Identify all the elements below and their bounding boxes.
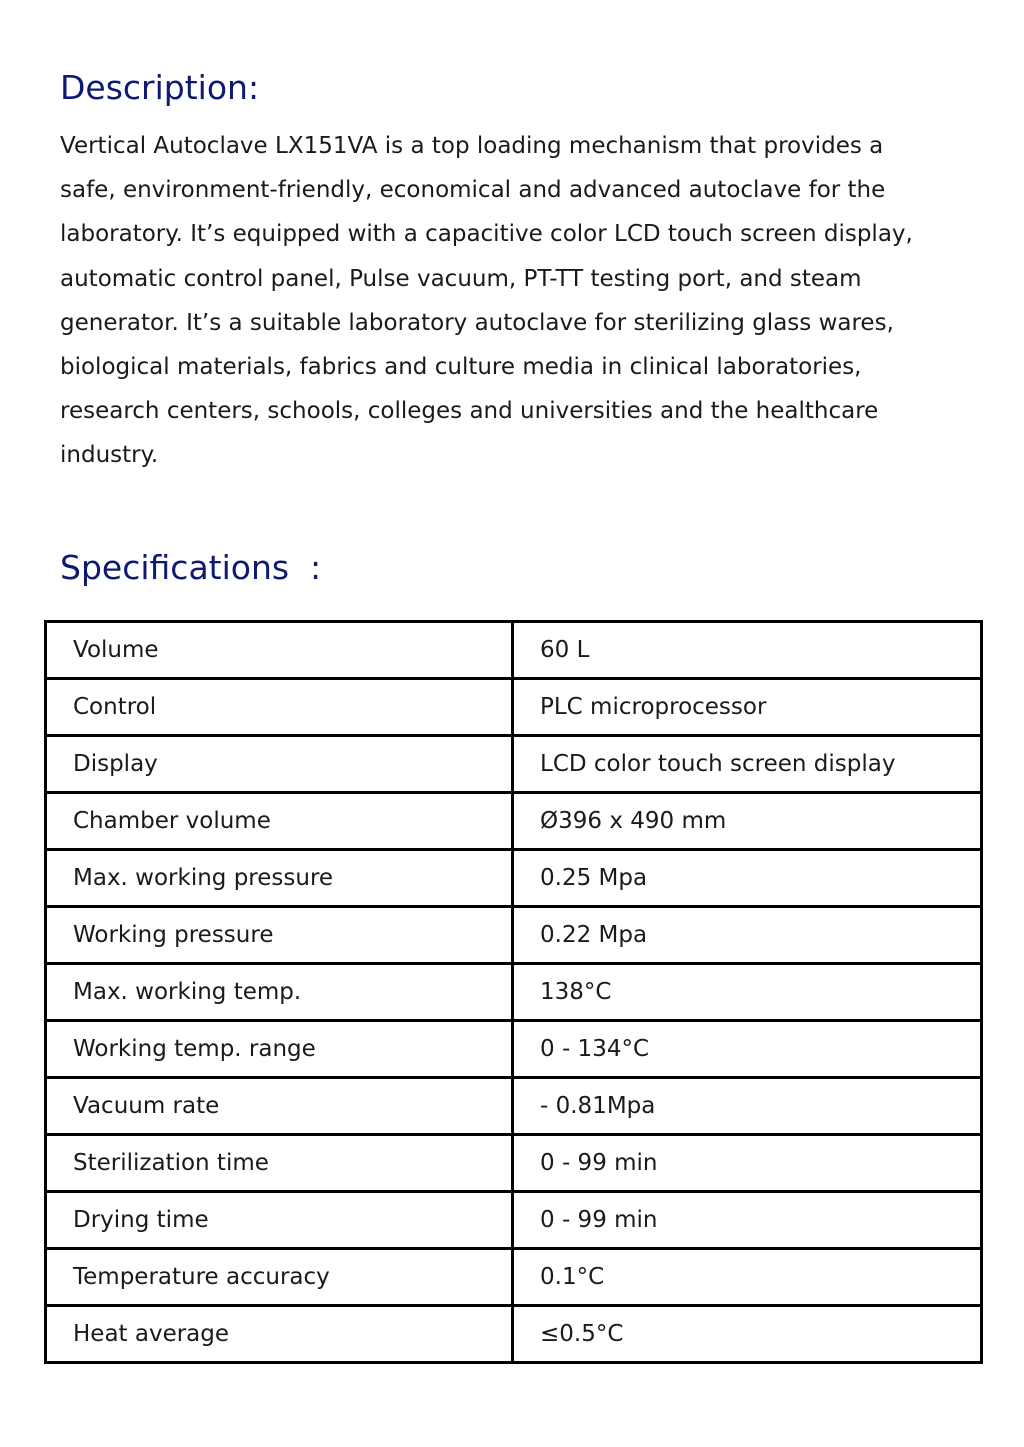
spec-label: Sterilization time [46, 1135, 513, 1192]
table-row [46, 1078, 982, 1135]
description-line: Vertical Autoclave LX151VA is a top loading mechanism that provides a [60, 133, 884, 159]
spec-value: 0 - 99 min [513, 1192, 982, 1249]
spec-label: Temperature accuracy [46, 1249, 513, 1306]
spec-value: 0.22 Mpa [513, 907, 982, 964]
spec-value: 0.1°C [513, 1249, 982, 1306]
spec-value: PLC microprocessor [513, 679, 982, 736]
spec-label: Display [46, 736, 513, 793]
spec-label: Chamber volume [46, 793, 513, 850]
description-line: laboratory. It’s equipped with a capacitive color LCD touch screen display, [60, 221, 913, 248]
table-row [46, 736, 982, 793]
spec-value: ≤0.5°C [513, 1306, 982, 1363]
table-row [46, 1249, 982, 1306]
spec-value: Ø396 x 490 mm [513, 793, 982, 850]
description-line: industry. [60, 442, 159, 469]
description-text [60, 124, 960, 478]
table-row [46, 793, 982, 850]
table-row [46, 679, 982, 736]
description-line: biological materials, fabrics and culture media in clinical laboratories, [60, 354, 862, 381]
spec-label: Heat average [46, 1306, 513, 1363]
table-row [46, 1021, 982, 1078]
specifications-heading: Specifications : [60, 548, 322, 587]
spec-value: 0 - 99 min [513, 1135, 982, 1192]
table-row [46, 622, 982, 679]
spec-label: Vacuum rate [46, 1078, 513, 1135]
spec-value: LCD color touch screen display [513, 736, 982, 793]
spec-label: Control [46, 679, 513, 736]
table-row [46, 964, 982, 1021]
description-line: research centers, schools, colleges and universities and the healthcare [60, 398, 879, 425]
spec-label: Max. working temp. [46, 964, 513, 1021]
spec-label: Working temp. range [46, 1021, 513, 1078]
description-line: safe, environment-friendly, economical and advanced autoclave for the [60, 177, 886, 204]
spec-value: 60 L [513, 622, 982, 679]
spec-value: 0.25 Mpa [513, 850, 982, 907]
table-row [46, 907, 982, 964]
spec-label: Working pressure [46, 907, 513, 964]
spec-label: Drying time [46, 1192, 513, 1249]
table-row [46, 1135, 982, 1192]
spec-value: 0 - 134°C [513, 1021, 982, 1078]
table-row [46, 1192, 982, 1249]
table-row [46, 850, 982, 907]
description-line: automatic control panel, Pulse vacuum, PT-TT testing port, and steam [60, 265, 862, 292]
spec-value: - 0.81Mpa [513, 1078, 982, 1135]
description-heading: Description: [60, 68, 260, 107]
spec-value: 138°C [513, 964, 982, 1021]
spec-label: Volume [46, 622, 513, 679]
description-line: generator. It’s a suitable laboratory autoclave for sterilizing glass wares, [60, 309, 894, 336]
specifications-table [44, 620, 983, 1364]
table-row [46, 1306, 982, 1363]
spec-label: Max. working pressure [46, 850, 513, 907]
